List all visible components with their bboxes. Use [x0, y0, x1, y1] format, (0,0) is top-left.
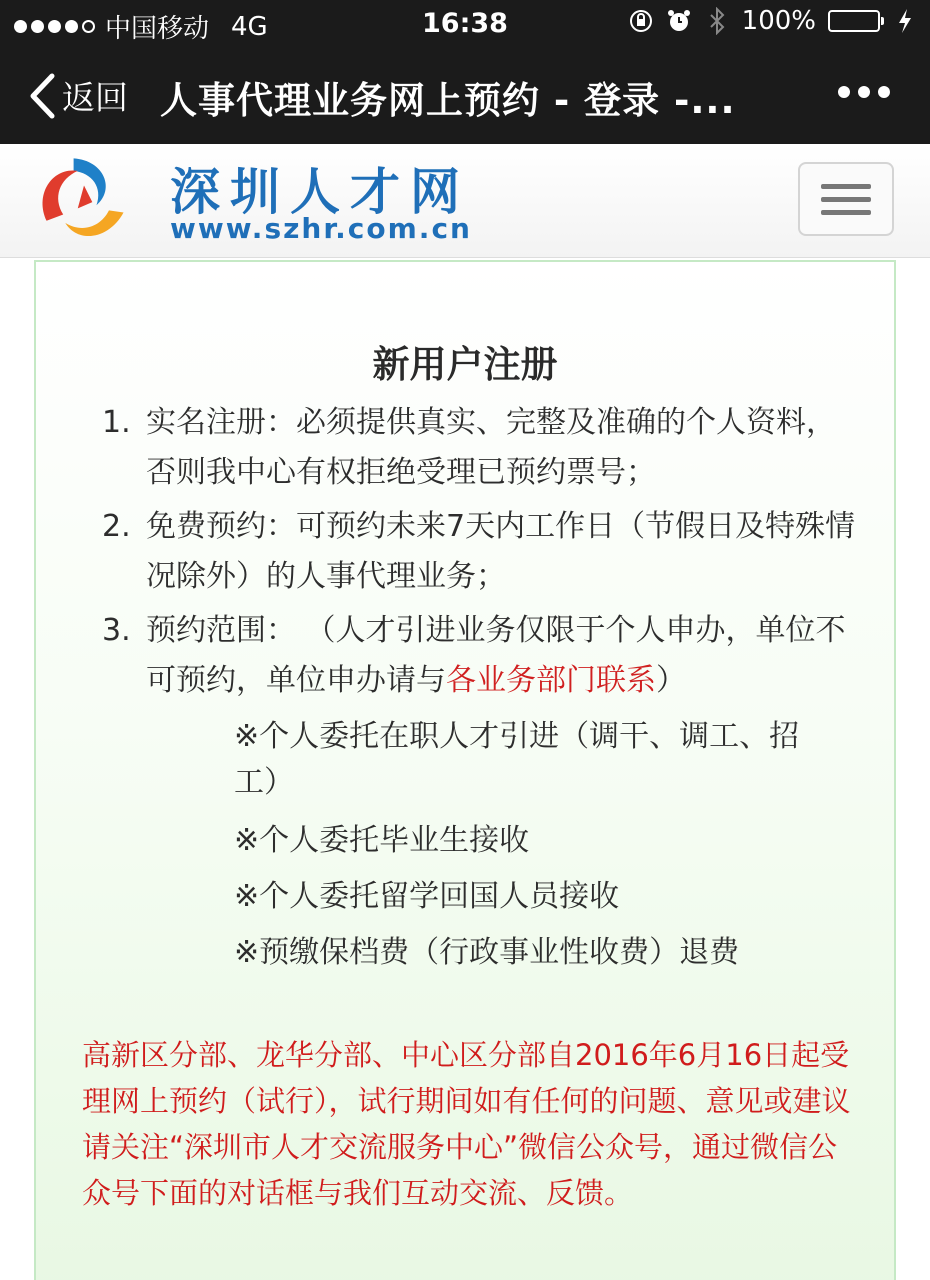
hamburger-menu-icon[interactable]: [798, 162, 894, 236]
registration-panel: [34, 260, 896, 1280]
network-type: 4G: [231, 11, 268, 42]
list-item-text-after: ）: [656, 663, 686, 698]
status-right: [628, 6, 918, 36]
battery-icon: [828, 10, 880, 32]
scope-sub-item: ※个人委托留学回国人员接收: [234, 879, 620, 914]
list-item-text: [146, 606, 856, 706]
site-header: [0, 144, 930, 258]
status-time: 16:38: [422, 8, 508, 39]
trial-notice: 高新区分部、龙华分部、中心区分部自2016年6月16日起受理网上预约（试行），试行期间如有任何的问题、意见或建议请关注“深圳市人才交流服务中心”微信公众号，通过微信公众号下面的对话框与我们互动交流、反馈。: [82, 1038, 851, 1210]
bluetooth-icon: [704, 8, 730, 34]
brand-name: 深圳人才网: [170, 163, 470, 221]
department-contact-link[interactable]: 各业务部门联系: [446, 663, 656, 698]
battery-percent: 100%: [741, 6, 816, 36]
registration-title: 新用户注册: [372, 343, 558, 386]
orientation-lock-icon: [628, 8, 654, 34]
status-bar: [0, 0, 930, 46]
back-label: 返回: [62, 78, 128, 117]
scope-sub-item: ※预缴保档费（行政事业性收费）退费: [234, 935, 740, 970]
nav-bar: [0, 46, 930, 144]
back-button[interactable]: [28, 72, 128, 119]
list-item-text: 实名注册：必须提供真实、完整及准确的个人资料，否则我中心有权拒绝受理已预约票号；: [146, 405, 836, 490]
more-options-icon[interactable]: [838, 86, 890, 98]
scope-sub-item: ※个人委托毕业生接收: [234, 823, 530, 858]
list-item-text: 免费预约：可预约未来7天内工作日（节假日及特殊情况除外）的人事代理业务；: [146, 509, 856, 594]
list-item-number: 2.: [102, 509, 131, 544]
scope-sub-item: ※个人委托在职人才引进（调干、调工、招工）: [234, 719, 800, 800]
charging-icon: [892, 8, 918, 34]
page-title: 人事代理业务网上预约 - 登录 -...: [160, 79, 736, 122]
list-item-text-before: 预约范围： （人才引进业务仅限于个人申办，单位不可预约，单位申办请与: [146, 613, 846, 698]
brand-url: www.szhr.com.cn: [170, 212, 472, 245]
szhr-logo-icon[interactable]: [32, 148, 136, 252]
list-item-number: 1.: [102, 405, 131, 440]
chevron-left-icon: [28, 73, 56, 119]
alarm-icon: [666, 8, 692, 34]
list-item-number: 3.: [102, 613, 131, 648]
carrier-label: 中国移动: [105, 14, 210, 44]
